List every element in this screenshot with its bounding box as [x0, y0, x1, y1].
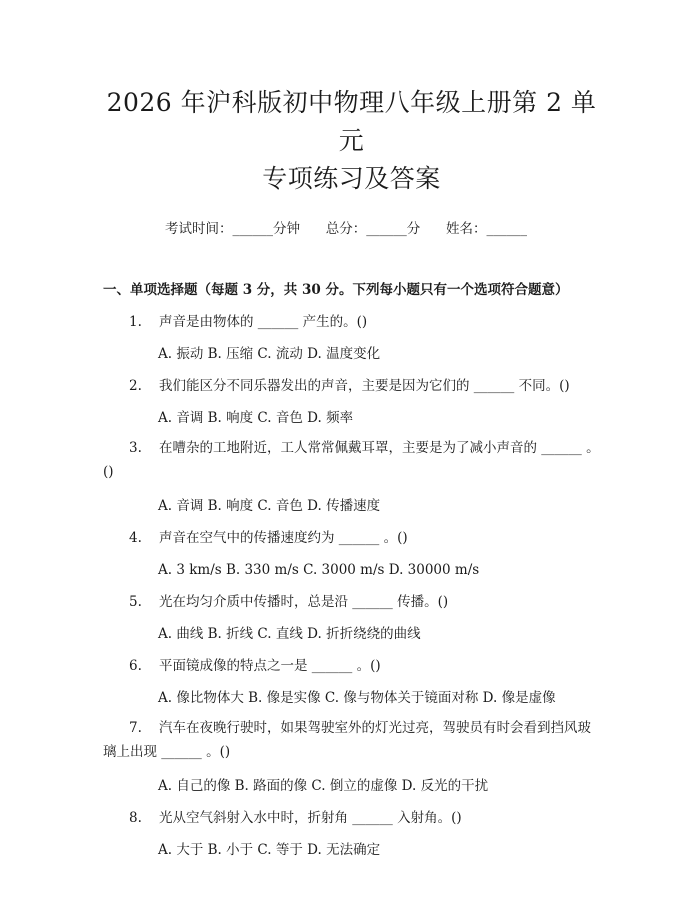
- question-number: 2.: [129, 378, 142, 394]
- question-options: A. 像比物体大 B. 像是实像 C. 像与物体关于镜面对称 D. 像是虚像: [158, 690, 556, 706]
- question-5: [103, 592, 600, 644]
- question-stem: [103, 808, 600, 828]
- question-number: 4.: [129, 530, 142, 546]
- question-options: A. 振动 B. 压缩 C. 流动 D. 温度变化: [158, 346, 381, 362]
- question-text: 光在均匀介质中传播时，总是沿 ______ 传播。(): [159, 594, 449, 610]
- question-number: 5.: [129, 594, 142, 610]
- question-stem: [103, 436, 600, 484]
- question-2: [103, 376, 600, 428]
- title-line-2: 专项练习及答案: [262, 164, 441, 193]
- question-text: 平面镜成像的特点之一是 ______ 。(): [159, 658, 381, 674]
- question-1: [103, 312, 600, 364]
- question-number: 7.: [129, 720, 142, 736]
- question-stem: [103, 528, 600, 548]
- question-8: [103, 808, 600, 860]
- question-4: [103, 528, 600, 580]
- question-options: A. 自己的像 B. 路面的像 C. 倒立的虚像 D. 反光的干扰: [158, 778, 489, 794]
- question-number: 1.: [129, 314, 142, 330]
- question-7: [103, 716, 600, 796]
- question-3: [103, 436, 600, 516]
- question-options: A. 音调 B. 响度 C. 音色 D. 传播速度: [158, 498, 381, 514]
- document-title: [103, 0, 600, 198]
- question-stem: [103, 376, 600, 396]
- question-text: 汽车在夜晚行驶时，如果驾驶室外的灯光过亮，驾驶员有时会看到挡风玻璃上出现 ______ 。(): [103, 720, 591, 760]
- question-options: A. 曲线 B. 折线 C. 直线 D. 折折绕绕的曲线: [158, 626, 421, 642]
- question-list: [103, 312, 600, 860]
- question-text: 声音是由物体的 ______ 产生的。(): [159, 314, 368, 330]
- question-options: A. 3 km/s B. 330 m/s C. 3000 m/s D. 30000 m/s: [158, 562, 480, 578]
- question-text: 我们能区分不同乐器发出的声音，主要是因为它们的 ______ 不同。(): [159, 378, 570, 394]
- question-number: 8.: [129, 810, 142, 826]
- question-stem: [103, 716, 600, 764]
- question-text: 光从空气斜射入水中时，折射角 ______ 入射角。(): [159, 810, 462, 826]
- question-options: A. 音调 B. 响度 C. 音色 D. 频率: [158, 410, 354, 426]
- question-stem: [103, 656, 600, 676]
- question-6: [103, 656, 600, 708]
- question-number: 6.: [129, 658, 142, 674]
- section-heading: 一、单项选择题（每题 3 分，共 30 分。下列每小题只有一个选项符合题意）: [103, 282, 569, 298]
- question-text: 声音在空气中的传播速度约为 ______ 。(): [159, 530, 408, 546]
- question-stem: [103, 312, 600, 332]
- question-text: 在嘈杂的工地附近，工人常常佩戴耳罩，主要是为了减小声音的 ______ 。(): [103, 440, 600, 480]
- question-options: A. 大于 B. 小于 C. 等于 D. 无法确定: [158, 842, 381, 858]
- question-number: 3.: [129, 440, 142, 456]
- title-line-1: 2026 年沪科版初中物理八年级上册第 2 单元: [106, 88, 597, 155]
- exam-meta: 考试时间：______分钟 总分：______分 姓名：______: [165, 221, 527, 237]
- question-stem: [103, 592, 600, 612]
